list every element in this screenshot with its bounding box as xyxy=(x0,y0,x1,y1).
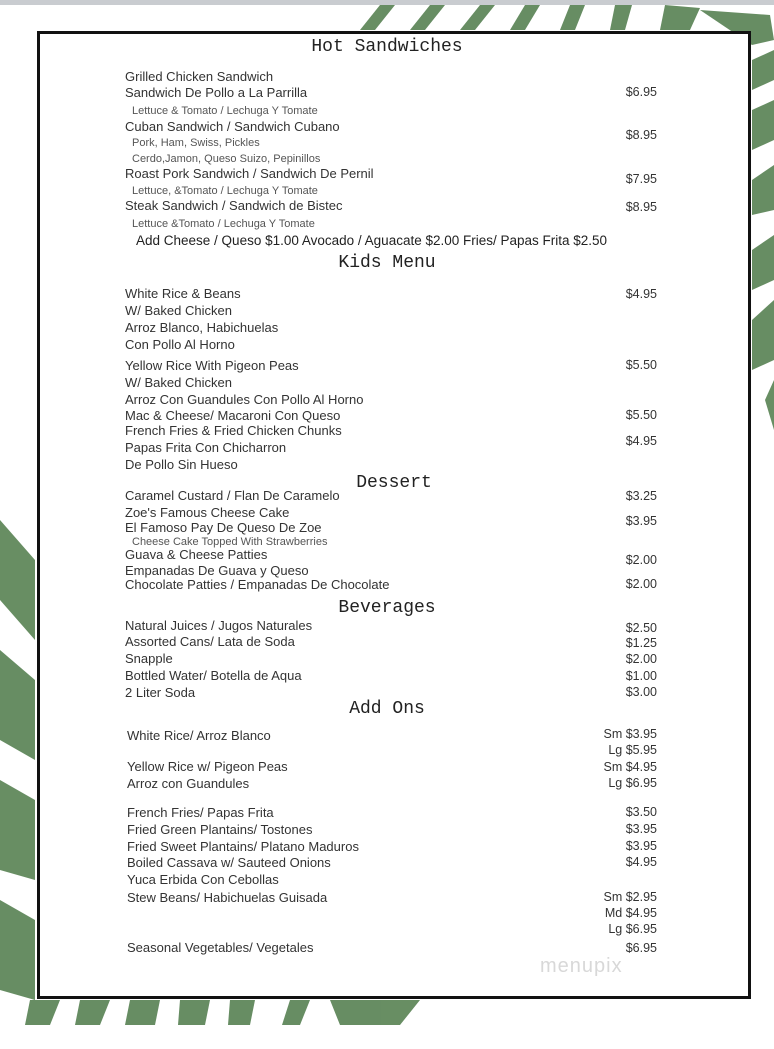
item-price: $4.95 xyxy=(625,434,657,448)
item-price: $7.95 xyxy=(625,172,657,186)
item-price: $4.95 xyxy=(625,855,657,869)
menu-item-name: El Famoso Pay De Queso De Zoe xyxy=(125,520,322,535)
menu-item-name: Yuca Erbida Con Cebollas xyxy=(127,872,279,887)
item-price: $4.95 xyxy=(625,287,657,301)
menu-item-name: Stew Beans/ Habichuelas Guisada xyxy=(127,890,328,905)
item-price: Lg $5.95 xyxy=(608,743,657,757)
item-description: Cheese Cake Topped With Strawberries xyxy=(132,536,328,548)
item-price: $3.95 xyxy=(625,839,657,853)
menu-item-name: Con Pollo Al Horno xyxy=(125,337,235,352)
menu-item-name: Fried Sweet Plantains/ Platano Maduros xyxy=(127,839,359,854)
menu-item-name: Steak Sandwich / Sandwich de Bistec xyxy=(125,198,343,213)
section-heading: Beverages xyxy=(338,598,436,618)
menu-item-name: Guava & Cheese Patties xyxy=(125,547,268,562)
menu-item-name: Seasonal Vegetables/ Vegetales xyxy=(127,940,314,955)
menu-item-name: White Rice/ Arroz Blanco xyxy=(127,728,271,743)
menu-item-name: W/ Baked Chicken xyxy=(125,375,232,390)
item-price: $2.00 xyxy=(625,652,657,666)
item-price: Sm $2.95 xyxy=(603,890,657,904)
menu-item-name: Cuban Sandwich / Sandwich Cubano xyxy=(125,119,340,134)
menu-item-name: W/ Baked Chicken xyxy=(125,303,232,318)
item-price: $6.95 xyxy=(625,85,657,99)
section-heading: Dessert xyxy=(356,473,432,493)
item-price: $3.95 xyxy=(625,822,657,836)
item-description: Lettuce, &Tomato / Lechuga Y Tomate xyxy=(132,185,318,197)
item-price: $3.95 xyxy=(625,514,657,528)
menu-item-name: White Rice & Beans xyxy=(125,286,241,301)
menu-item-name: French Fries & Fried Chicken Chunks xyxy=(125,423,342,438)
item-price: $1.00 xyxy=(625,669,657,683)
item-price: $6.95 xyxy=(625,941,657,955)
item-price: $2.00 xyxy=(625,577,657,591)
menu-item-name: Mac & Cheese/ Macaroni Con Queso xyxy=(125,408,341,423)
menu-item-name: Papas Frita Con Chicharron xyxy=(125,440,287,455)
menu-item-name: Natural Juices / Jugos Naturales xyxy=(125,618,313,633)
menu-item-name: Chocolate Patties / Empanadas De Chocolate xyxy=(125,577,390,592)
section-heading: Add Ons xyxy=(349,699,425,719)
item-price: $5.50 xyxy=(625,358,657,372)
item-price: Sm $3.95 xyxy=(603,727,657,741)
menu-item-name: Snapple xyxy=(125,651,173,666)
menu-item-name: Fried Green Plantains/ Tostones xyxy=(127,822,313,837)
section-heading: Hot Sandwiches xyxy=(311,37,463,57)
section-heading: Kids Menu xyxy=(338,253,436,273)
item-price: $5.50 xyxy=(625,408,657,422)
menu-item-name: Bottled Water/ Botella de Aqua xyxy=(125,668,302,683)
menu-item-name: Arroz Con Guandules Con Pollo Al Horno xyxy=(125,392,364,407)
item-price: $1.25 xyxy=(625,636,657,650)
menu-item-name: French Fries/ Papas Frita xyxy=(127,805,274,820)
item-price: $3.50 xyxy=(625,805,657,819)
item-description: Lettuce &Tomato / Lechuga Y Tomate xyxy=(132,218,315,230)
menu-item-name: 2 Liter Soda xyxy=(125,685,196,700)
item-price: Md $4.95 xyxy=(604,906,657,920)
menu-item-name: Yellow Rice w/ Pigeon Peas xyxy=(127,759,288,774)
menu-item-name: Grilled Chicken Sandwich xyxy=(125,69,274,84)
item-price: $2.50 xyxy=(625,621,657,635)
menu-item-name: Zoe's Famous Cheese Cake xyxy=(125,505,290,520)
menu-item-name: Roast Pork Sandwich / Sandwich De Pernil xyxy=(125,166,374,181)
menu-item-name: Arroz Blanco, Habichuelas xyxy=(125,320,279,335)
watermark: menupix xyxy=(540,955,623,977)
menu-item-name: Arroz con Guandules xyxy=(127,776,250,791)
menu-item-name: Caramel Custard / Flan De Caramelo xyxy=(125,488,340,503)
item-description: Cerdo,Jamon, Queso Suizo, Pepinillos xyxy=(132,153,321,165)
add-ons-note: Add Cheese / Queso $1.00 Avocado / Aguacate $2.00 Fries/ Papas Frita $2.50 xyxy=(136,233,608,248)
item-price: $3.00 xyxy=(625,685,657,699)
item-price: $3.25 xyxy=(625,489,657,503)
item-price: $8.95 xyxy=(625,200,657,214)
menu-item-name: Yellow Rice With Pigeon Peas xyxy=(125,358,299,373)
item-price: $8.95 xyxy=(625,128,657,142)
item-description: Lettuce & Tomato / Lechuga Y Tomate xyxy=(132,105,318,117)
item-description: Pork, Ham, Swiss, Pickles xyxy=(132,137,260,149)
menu-item-name: Empanadas De Guava y Queso xyxy=(125,563,309,578)
item-price: $2.00 xyxy=(625,553,657,567)
menu-item-name: Boiled Cassava w/ Sauteed Onions xyxy=(127,855,331,870)
item-price: Lg $6.95 xyxy=(608,922,657,936)
menu-item-name: Assorted Cans/ Lata de Soda xyxy=(125,634,295,649)
item-price: Sm $4.95 xyxy=(603,760,657,774)
menu-item-name: Sandwich De Pollo a La Parrilla xyxy=(125,85,308,100)
menu-item-name: De Pollo Sin Hueso xyxy=(125,457,238,472)
item-price: Lg $6.95 xyxy=(608,776,657,790)
